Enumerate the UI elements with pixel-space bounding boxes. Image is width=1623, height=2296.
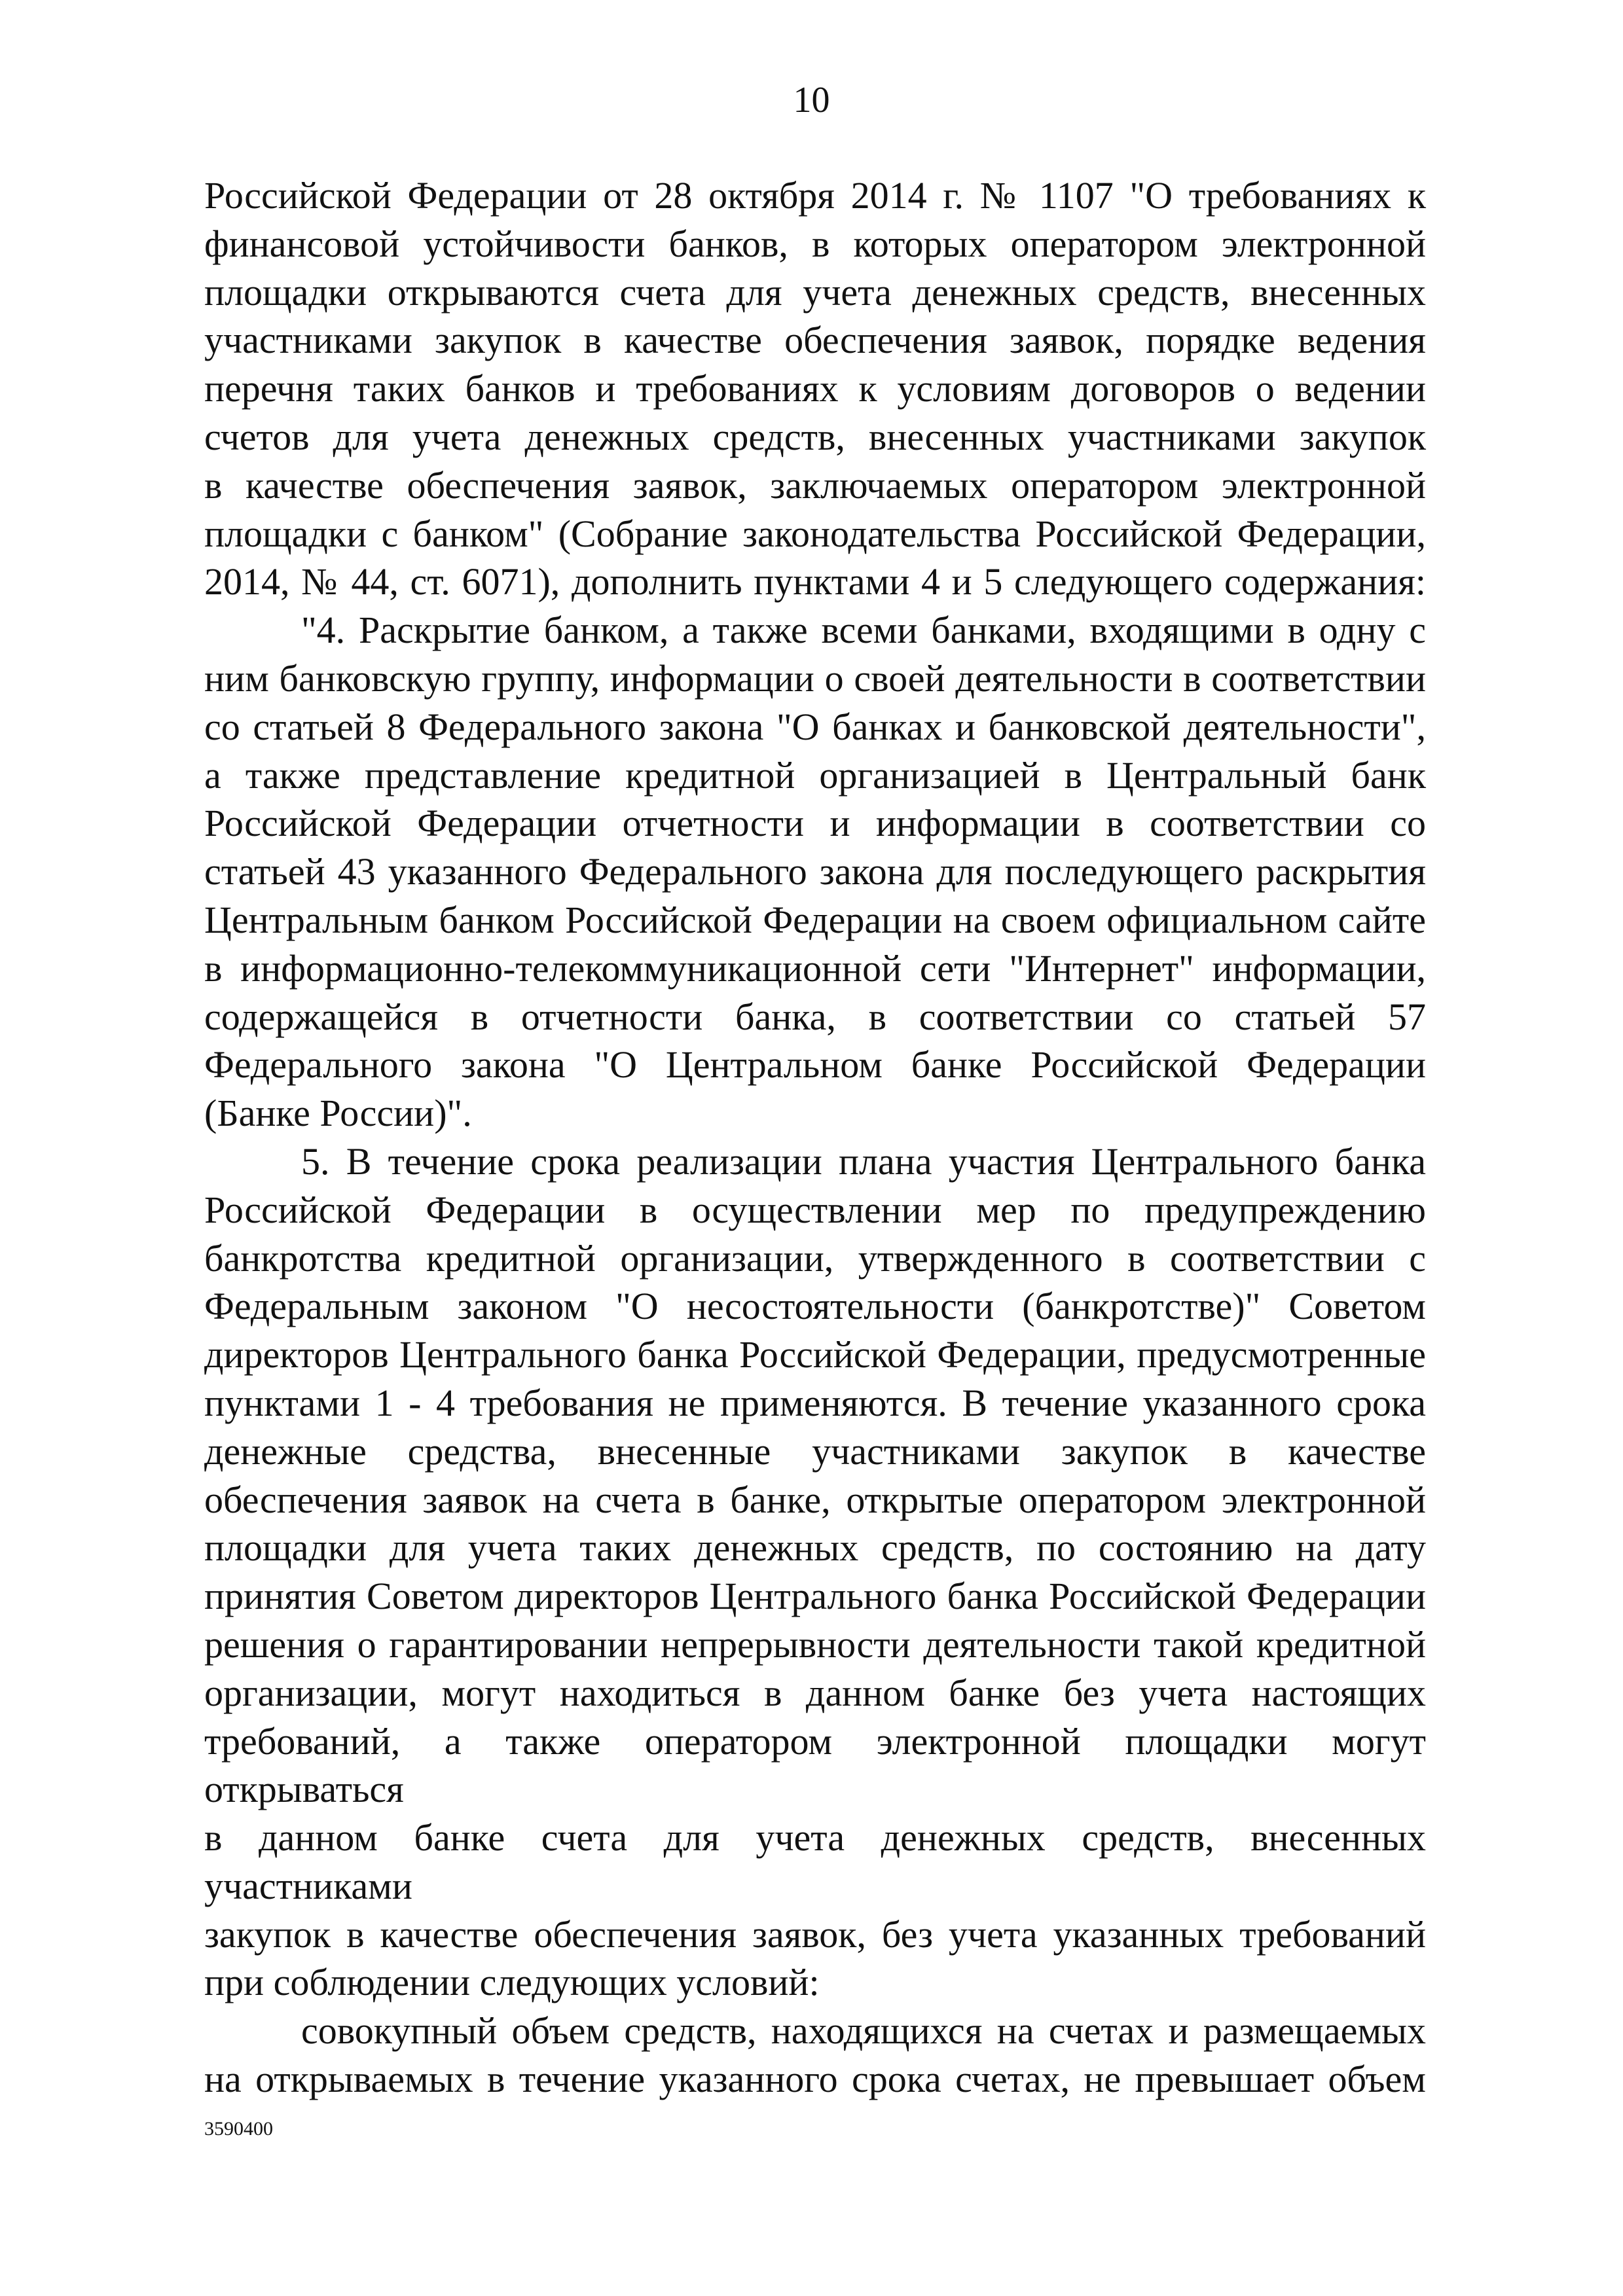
text-line: участниками закупок в качестве обеспечения заявок, порядке ведения [204,319,1426,362]
text-line: требований, а также оператором электронной площадки могут открываться [204,1719,1426,1811]
text-line: 2014, № 44, ст. 6071), дополнить пунктами 4 и 5 следующего содержания: [204,560,1426,603]
text-line: статьей 43 указанного Федерального закона для последующего раскрытия [204,850,1426,893]
text-line: содержащейся в отчетности банка, в соответствии со статьей 57 [204,995,1426,1038]
text-line: решения о гарантировании непрерывности деятельности такой кредитной [204,1623,1426,1666]
text-line: Федеральным законом "О несостоятельности (банкротстве)" Советом [204,1285,1426,1328]
text-line: денежные средства, внесенные участниками закупок в качестве [204,1429,1426,1473]
document-body [204,171,1426,2104]
page-number: 10 [793,80,830,120]
paragraph-intro [204,171,1426,606]
text-line: перечня таких банков и требованиях к условиям договоров о ведении [204,367,1426,410]
text-line: закупок в качестве обеспечения заявок, без учета указанных требований [204,1912,1426,1956]
text-line: (Банке России)". [204,1092,472,1135]
text-line: площадки для учета таких денежных средств, по состоянию на дату [204,1526,1426,1570]
text-line: площадки открываются счета для учета денежных средств, внесенных [204,270,1426,314]
text-line: пунктами 1 - 4 требования не применяются. В течение указанного срока [204,1381,1426,1424]
text-line: в данном банке счета для учета денежных средств, внесенных участниками [204,1816,1426,1907]
text-line: на открываемых в течение указанного срока счетах, не превышает объем [204,2058,1426,2101]
text-line: Федерального закона "О Центральном банке Российской Федерации [204,1043,1426,1086]
paragraph-item-4 [204,606,1426,1138]
text-line: Российской Федерации от 28 октября 2014 г. № 1107 "О требованиях к [204,174,1426,217]
text-line: финансовой устойчивости банков, в которых оператором электронной [204,222,1426,265]
text-line: совокупный объем средств, находящихся на счетах и размещаемых [301,2009,1426,2053]
paragraph-conditions [204,2007,1426,2104]
text-line: счетов для учета денежных средств, внесенных участниками закупок [204,415,1426,458]
text-line: Российской Федерации отчетности и информации в соответствии со [204,802,1426,845]
text-line: организации, могут находиться в данном банке без учета настоящих [204,1671,1426,1714]
text-line: Российской Федерации в осуществлении мер по предупреждению [204,1188,1426,1231]
text-line: "4. Раскрытие банком, а также всеми банками, входящими в одну с [301,609,1426,652]
text-line: 5. В течение срока реализации плана участия Центрального банка [301,1139,1426,1183]
text-line: в информационно-телекоммуникационной сети "Интернет" информации, [204,946,1426,990]
text-line: принятия Советом директоров Центрального банка Российской Федерации [204,1575,1426,1618]
text-line: Центральным банком Российской Федерации на своем официальном сайте [204,898,1426,941]
text-line: площадки с банком" (Собрание законодательства Российской Федерации, [204,512,1426,555]
text-line: ним банковскую группу, информации о своей деятельности в соответствии [204,656,1426,700]
paragraph-item-5 [204,1138,1426,2007]
text-line: при соблюдении следующих условий: [204,1961,820,2004]
text-line: а также представление кредитной организацией в Центральный банк [204,753,1426,797]
text-line: директоров Центрального банка Российской Федерации, предусмотренные [204,1333,1426,1376]
document-code: 3590400 [204,2118,273,2140]
text-line: обеспечения заявок на счета в банке, открытые оператором электронной [204,1478,1426,1521]
text-line: банкротства кредитной организации, утвержденного в соответствии с [204,1236,1426,1280]
text-line: со статьей 8 Федерального закона "О банках и банковской деятельности", [204,705,1426,748]
text-line: в качестве обеспечения заявок, заключаемых оператором электронной [204,463,1426,507]
